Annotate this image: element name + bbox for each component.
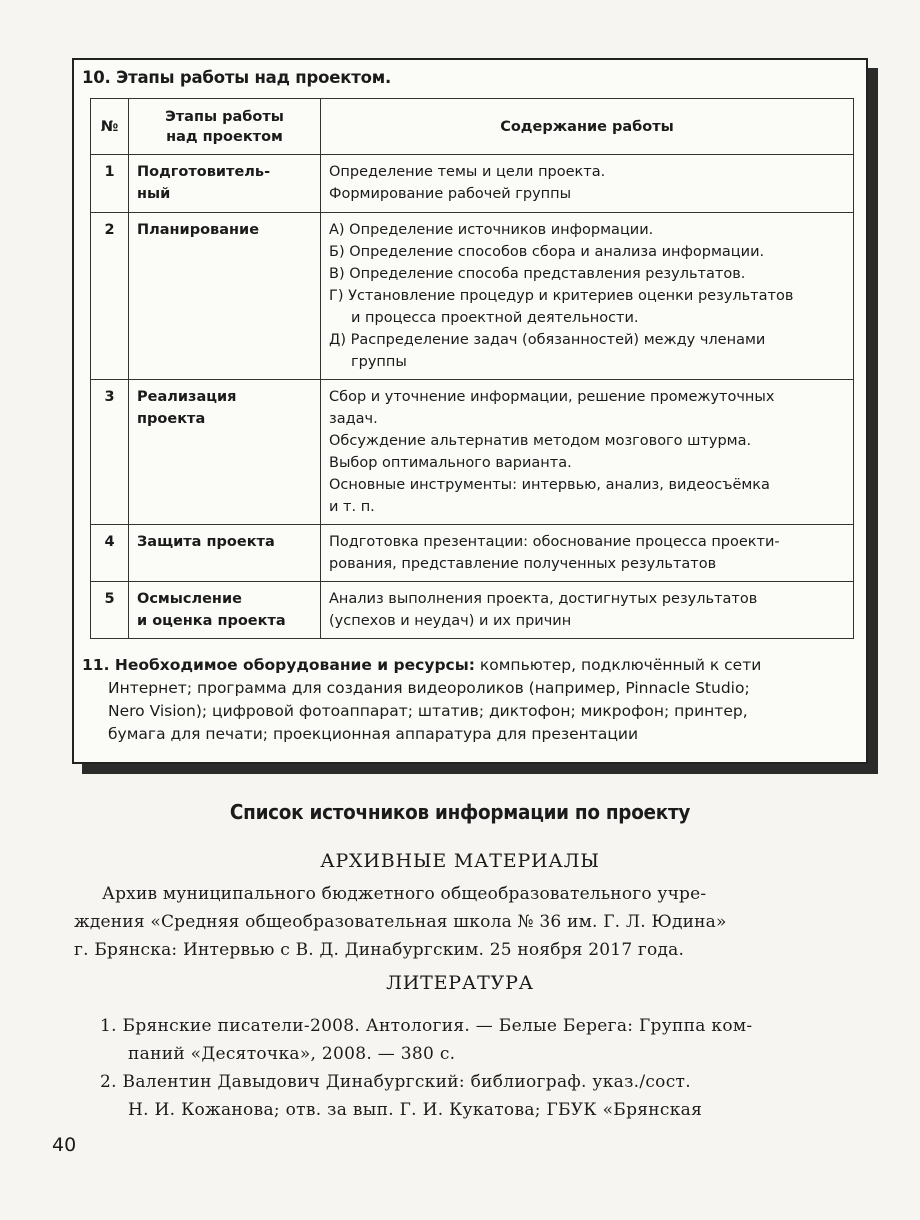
row-content xyxy=(321,525,854,582)
section-11-resources xyxy=(82,654,862,746)
archive-line: г. Брянска: Интервью с В. Д. Динабургским. 25 ноября 2017 года. xyxy=(74,940,685,960)
content-line: рования, представление полученных результатов xyxy=(329,556,717,572)
content-line: и процесса проектной деятельности. xyxy=(351,310,639,326)
row-num: 1 xyxy=(91,155,129,213)
row-stage xyxy=(129,213,321,380)
row-content xyxy=(321,155,854,213)
row-content xyxy=(321,380,854,525)
sources-title: Список источников информации по проекту xyxy=(229,800,691,824)
archive-heading: АРХИВНЫЕ МАТЕРИАЛЫ xyxy=(320,850,600,872)
literature-heading: ЛИТЕРАТУРА xyxy=(386,972,534,994)
content-line: Г) Установление процедур и критериев оценки результатов xyxy=(329,288,794,304)
header-content: Содержание работы xyxy=(321,99,854,155)
row-stage xyxy=(129,582,321,639)
row-stage xyxy=(129,155,321,213)
content-line: Сбор и уточнение информации, решение промежуточных xyxy=(329,389,775,405)
content-line: А) Определение источников информации. xyxy=(329,222,654,238)
project-panel xyxy=(72,58,868,764)
literature-item xyxy=(100,1012,880,1068)
table-row xyxy=(91,525,854,582)
resources-first-line xyxy=(82,654,862,677)
content-line: группы xyxy=(351,354,407,370)
stage-line: Планирование xyxy=(137,222,260,238)
section-10-title: 10. Этапы работы над проектом. xyxy=(82,68,392,87)
page-number: 40 xyxy=(52,1134,77,1156)
content-line: Основные инструменты: интервью, анализ, видеосъёмка xyxy=(329,477,770,493)
resources-line: бумага для печати; проекционная аппаратура для презентации xyxy=(108,725,639,743)
stage-line: проекта xyxy=(137,411,206,427)
content-line: Обсуждение альтернатив методом мозгового штурма. xyxy=(329,433,752,449)
header-stage xyxy=(129,99,321,155)
row-content xyxy=(321,582,854,639)
stage-line: и оценка проекта xyxy=(137,613,286,629)
content-line: Подготовка презентации: обоснование процесса проекти- xyxy=(329,534,780,550)
literature-line: 2. Валентин Давыдович Динабургский: библиограф. указ./сост. xyxy=(100,1072,691,1092)
literature-line: Н. И. Кожанова; отв. за вып. Г. И. Кукатова; ГБУК «Брянская xyxy=(128,1100,703,1120)
content-line: Д) Распределение задач (обязанностей) между членами xyxy=(329,332,766,348)
archive-line: Архив муниципального бюджетного общеобразовательного учре- xyxy=(102,884,707,904)
row-stage xyxy=(129,525,321,582)
stage-line: Подготовитель- xyxy=(137,164,271,180)
stages-table xyxy=(90,98,854,639)
header-num: № xyxy=(91,99,129,155)
header-stage-line: Этапы работы xyxy=(165,108,284,125)
content-line: Анализ выполнения проекта, достигнутых результатов xyxy=(329,591,758,607)
content-line: (успехов и неудач) и их причин xyxy=(329,613,572,629)
resources-line: компьютер, подключённый к сети xyxy=(479,656,762,674)
stage-line: Реализация xyxy=(137,389,237,405)
table-row xyxy=(91,380,854,525)
header-stage-line: над проектом xyxy=(166,128,283,145)
table-row xyxy=(91,213,854,380)
table-row xyxy=(91,155,854,213)
resources-label: 11. Необходимое оборудование и ресурсы: xyxy=(82,656,475,674)
row-content xyxy=(321,213,854,380)
archive-paragraph xyxy=(74,880,874,964)
content-line: Определение темы и цели проекта. xyxy=(329,164,606,180)
table-row xyxy=(91,582,854,639)
row-num: 3 xyxy=(91,380,129,525)
stage-line: ный xyxy=(137,186,171,202)
row-num: 5 xyxy=(91,582,129,639)
stage-line: Осмысление xyxy=(137,591,242,607)
content-line: и т. п. xyxy=(329,499,375,515)
content-line: Формирование рабочей группы xyxy=(329,186,572,202)
archive-line: ждения «Средняя общеобразовательная школа № 36 им. Г. Л. Юдина» xyxy=(74,912,727,932)
content-line: Выбор оптимального варианта. xyxy=(329,455,572,471)
content-line: задач. xyxy=(329,411,378,427)
row-num: 4 xyxy=(91,525,129,582)
literature-item xyxy=(100,1068,880,1124)
row-stage xyxy=(129,380,321,525)
content-line: Б) Определение способов сбора и анализа информации. xyxy=(329,244,765,260)
table-header-row xyxy=(91,99,854,155)
resources-line: Интернет; программа для создания видеороликов (например, Pinnacle Studio; xyxy=(108,679,750,697)
resources-line: Nero Vision); цифровой фотоаппарат; штатив; диктофон; микрофон; принтер, xyxy=(108,702,748,720)
row-num: 2 xyxy=(91,213,129,380)
literature-line: 1. Брянские писатели-2008. Антология. — Белые Берега: Группа ком- xyxy=(100,1016,753,1036)
literature-line: паний «Десяточка», 2008. — 380 с. xyxy=(128,1044,456,1064)
content-line: В) Определение способа представления результатов. xyxy=(329,266,746,282)
stage-line: Защита проекта xyxy=(137,534,275,550)
